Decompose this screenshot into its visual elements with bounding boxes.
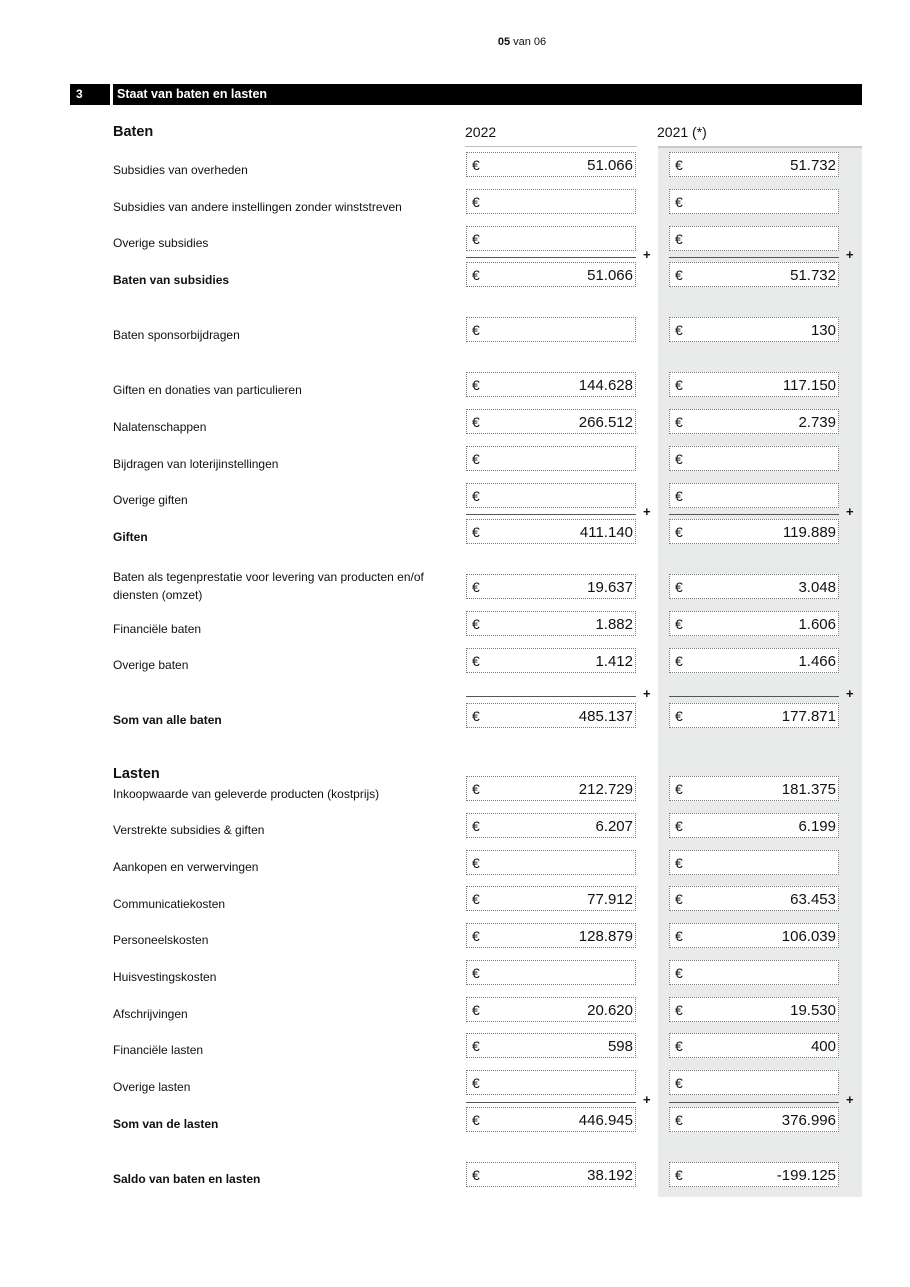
amount-field-2021[interactable] — [669, 226, 839, 251]
amount-field-2021[interactable] — [669, 648, 839, 673]
amount-field-2022[interactable] — [466, 262, 636, 287]
euro-sign: € — [675, 855, 683, 871]
euro-sign: € — [675, 157, 683, 173]
row-label: Personeelskosten — [113, 933, 209, 947]
amount-field-2022[interactable] — [466, 483, 636, 508]
euro-sign: € — [472, 965, 480, 981]
euro-sign: € — [472, 1002, 480, 1018]
euro-sign: € — [675, 1075, 683, 1091]
amount-value: 181.375 — [781, 781, 836, 798]
lasten-heading: Lasten — [113, 766, 160, 782]
amount-value: 128.879 — [578, 928, 633, 945]
amount-value: 177.871 — [781, 708, 836, 725]
euro-sign: € — [675, 616, 683, 632]
euro-sign: € — [675, 524, 683, 540]
sum-rule — [466, 1102, 636, 1103]
plus-sign: + — [643, 504, 651, 519]
amount-value: 38.192 — [587, 1167, 633, 1184]
sum-rule — [466, 696, 636, 697]
amount-field-2021[interactable] — [669, 574, 839, 599]
amount-field-2021[interactable] — [669, 611, 839, 636]
amount-value: 19.530 — [790, 1002, 836, 1019]
euro-sign: € — [472, 818, 480, 834]
amount-value: 106.039 — [781, 928, 836, 945]
amount-field-2021[interactable] — [669, 483, 839, 508]
sum-rule — [669, 514, 839, 515]
euro-sign: € — [472, 1112, 480, 1128]
amount-value: 1.882 — [595, 616, 633, 633]
row-label: Afschrijvingen — [113, 1007, 188, 1021]
amount-value: 51.732 — [790, 267, 836, 284]
euro-sign: € — [472, 488, 480, 504]
amount-value: 1.606 — [798, 616, 836, 633]
euro-sign: € — [472, 451, 480, 467]
row-label: Financiële lasten — [113, 1043, 204, 1057]
plus-sign: + — [846, 1092, 854, 1107]
amount-value: 19.637 — [587, 579, 633, 596]
amount-field-2021[interactable] — [669, 1070, 839, 1095]
amount-value: 1.466 — [798, 653, 836, 670]
amount-value: 212.729 — [578, 781, 633, 798]
euro-sign: € — [675, 1112, 683, 1128]
amount-field-2022[interactable] — [466, 850, 636, 875]
sum-rule — [466, 257, 636, 258]
amount-field-2021[interactable] — [669, 189, 839, 214]
euro-sign: € — [675, 488, 683, 504]
amount-field-2021[interactable] — [669, 409, 839, 434]
euro-sign: € — [675, 322, 683, 338]
amount-field-2021[interactable] — [669, 960, 839, 985]
amount-value: 446.945 — [578, 1112, 633, 1129]
plus-sign: + — [846, 686, 854, 701]
euro-sign: € — [472, 708, 480, 724]
column-header-2021: 2021 (*) — [657, 124, 707, 140]
amount-value: 3.048 — [798, 579, 836, 596]
amount-value: 598 — [607, 1038, 633, 1055]
amount-field-2021[interactable] — [669, 813, 839, 838]
row-label: Communicatiekosten — [113, 897, 226, 911]
euro-sign: € — [472, 616, 480, 632]
amount-value: 20.620 — [587, 1002, 633, 1019]
euro-sign: € — [675, 1038, 683, 1054]
amount-field-2022[interactable] — [466, 574, 636, 599]
prior-year-column-top-rule — [658, 146, 862, 148]
euro-sign: € — [472, 524, 480, 540]
euro-sign: € — [472, 891, 480, 907]
amount-value: 51.066 — [587, 267, 633, 284]
euro-sign: € — [675, 451, 683, 467]
amount-field-2021[interactable] — [669, 1107, 839, 1132]
euro-sign: € — [472, 194, 480, 210]
row-label: Financiële baten — [113, 622, 202, 636]
row-label: Verstrekte subsidies & giften — [113, 823, 265, 837]
amount-field-2022[interactable] — [466, 886, 636, 911]
row-label: Overige giften — [113, 493, 188, 507]
row-label: Nalatenschappen — [113, 420, 207, 434]
amount-value: 485.137 — [578, 708, 633, 725]
amount-field-2021[interactable] — [669, 446, 839, 471]
euro-sign: € — [675, 653, 683, 669]
amount-field-2021[interactable] — [669, 886, 839, 911]
amount-field-2021[interactable] — [669, 923, 839, 948]
sum-rule — [466, 514, 636, 515]
euro-sign: € — [675, 377, 683, 393]
amount-field-2022[interactable] — [466, 409, 636, 434]
row-label: Baten sponsorbijdragen — [113, 328, 240, 342]
sum-rule — [669, 696, 839, 697]
euro-sign: € — [472, 781, 480, 797]
euro-sign: € — [675, 891, 683, 907]
amount-value: 411.140 — [579, 524, 633, 541]
euro-sign: € — [472, 322, 480, 338]
row-label: Baten van subsidies — [113, 273, 230, 287]
amount-value: 51.066 — [587, 157, 633, 174]
amount-value: 1.412 — [595, 653, 633, 670]
row-label: Aankopen en verwervingen — [113, 860, 259, 874]
amount-value: 6.207 — [595, 818, 633, 835]
euro-sign: € — [472, 267, 480, 283]
amount-field-2022[interactable] — [466, 152, 636, 177]
row-label: Huisvestingskosten — [113, 970, 217, 984]
amount-field-2022[interactable] — [466, 703, 636, 728]
euro-sign: € — [675, 231, 683, 247]
amount-value: -199.125 — [776, 1167, 836, 1184]
euro-sign: € — [675, 928, 683, 944]
amount-field-2022[interactable] — [466, 1033, 636, 1058]
euro-sign: € — [472, 1167, 480, 1183]
saldo-label: Saldo van baten en lasten — [113, 1172, 261, 1186]
amount-value: 63.453 — [790, 891, 836, 908]
euro-sign: € — [675, 414, 683, 430]
row-label: Overige subsidies — [113, 236, 209, 250]
row-label: Overige baten — [113, 658, 189, 672]
page-number: 05 van 06 — [497, 36, 547, 48]
plus-sign: + — [643, 247, 651, 262]
amount-value: 266.512 — [578, 414, 633, 431]
amount-field-2022[interactable] — [466, 997, 636, 1022]
euro-sign: € — [675, 781, 683, 797]
plus-sign: + — [643, 1092, 651, 1107]
saldo-field-2022[interactable] — [466, 1162, 636, 1187]
amount-value: 400 — [810, 1038, 836, 1055]
amount-value: 130 — [810, 322, 836, 339]
euro-sign: € — [472, 653, 480, 669]
euro-sign: € — [675, 965, 683, 981]
amount-value: 6.199 — [798, 818, 836, 835]
plus-sign: + — [846, 247, 854, 262]
amount-field-2021[interactable] — [669, 1033, 839, 1058]
amount-field-2022[interactable] — [466, 923, 636, 948]
column-header-rule — [465, 146, 637, 147]
row-label: Inkoopwaarde van geleverde producten (kostprijs) — [113, 787, 380, 801]
amount-value: 2.739 — [798, 414, 836, 431]
section-number: 3 — [70, 84, 110, 105]
amount-field-2021[interactable] — [669, 850, 839, 875]
row-label: Giften en donaties van particulieren — [113, 383, 302, 397]
euro-sign: € — [675, 818, 683, 834]
amount-field-2022[interactable] — [466, 813, 636, 838]
amount-field-2021[interactable] — [669, 262, 839, 287]
amount-field-2022[interactable] — [466, 317, 636, 342]
amount-value: 51.732 — [790, 157, 836, 174]
saldo-field-2021[interactable] — [669, 1162, 839, 1187]
plus-sign: + — [643, 686, 651, 701]
amount-value: 119.889 — [782, 524, 836, 541]
euro-sign: € — [472, 579, 480, 595]
euro-sign: € — [472, 855, 480, 871]
amount-field-2021[interactable] — [669, 519, 839, 544]
amount-field-2022[interactable] — [466, 960, 636, 985]
euro-sign: € — [675, 708, 683, 724]
row-label: Overige lasten — [113, 1080, 191, 1094]
amount-field-2021[interactable] — [669, 776, 839, 801]
amount-value: 144.628 — [578, 377, 633, 394]
amount-field-2022[interactable] — [466, 519, 636, 544]
sum-rule — [669, 257, 839, 258]
row-label: Subsidies van overheden — [113, 163, 248, 177]
amount-field-2022[interactable] — [466, 648, 636, 673]
amount-field-2021[interactable] — [669, 703, 839, 728]
amount-value: 77.912 — [587, 891, 633, 908]
row-label: Bijdragen van loterijinstellingen — [113, 457, 279, 471]
amount-field-2022[interactable] — [466, 611, 636, 636]
amount-field-2022[interactable] — [466, 226, 636, 251]
row-label: Som van alle baten — [113, 713, 222, 727]
euro-sign: € — [675, 267, 683, 283]
amount-field-2022[interactable] — [466, 776, 636, 801]
euro-sign: € — [472, 1075, 480, 1091]
amount-field-2022[interactable] — [466, 1070, 636, 1095]
column-header-2022: 2022 — [465, 124, 497, 140]
euro-sign: € — [472, 928, 480, 944]
section-title: Staat van baten en lasten — [113, 84, 862, 105]
amount-field-2021[interactable] — [669, 997, 839, 1022]
euro-sign: € — [675, 579, 683, 595]
amount-field-2022[interactable] — [466, 189, 636, 214]
row-label: Subsidies van andere instellingen zonder winststreven — [113, 200, 402, 214]
euro-sign: € — [472, 1038, 480, 1054]
euro-sign: € — [675, 194, 683, 210]
euro-sign: € — [675, 1167, 683, 1183]
baten-heading: Baten — [113, 124, 154, 140]
amount-field-2021[interactable] — [669, 372, 839, 397]
amount-value: 117.150 — [782, 377, 836, 394]
euro-sign: € — [472, 414, 480, 430]
row-label: Baten als tegenprestatie voor levering van producten en/of diensten (omzet) — [113, 570, 424, 602]
euro-sign: € — [675, 1002, 683, 1018]
euro-sign: € — [472, 157, 480, 173]
row-label: Som van de lasten — [113, 1117, 219, 1131]
euro-sign: € — [472, 231, 480, 247]
amount-field-2021[interactable] — [669, 152, 839, 177]
amount-field-2022[interactable] — [466, 372, 636, 397]
sum-rule — [669, 1102, 839, 1103]
amount-value: 376.996 — [781, 1112, 836, 1129]
amount-field-2022[interactable] — [466, 1107, 636, 1132]
row-label: Giften — [113, 530, 148, 544]
amount-field-2021[interactable] — [669, 317, 839, 342]
amount-field-2022[interactable] — [466, 446, 636, 471]
plus-sign: + — [846, 504, 854, 519]
euro-sign: € — [472, 377, 480, 393]
